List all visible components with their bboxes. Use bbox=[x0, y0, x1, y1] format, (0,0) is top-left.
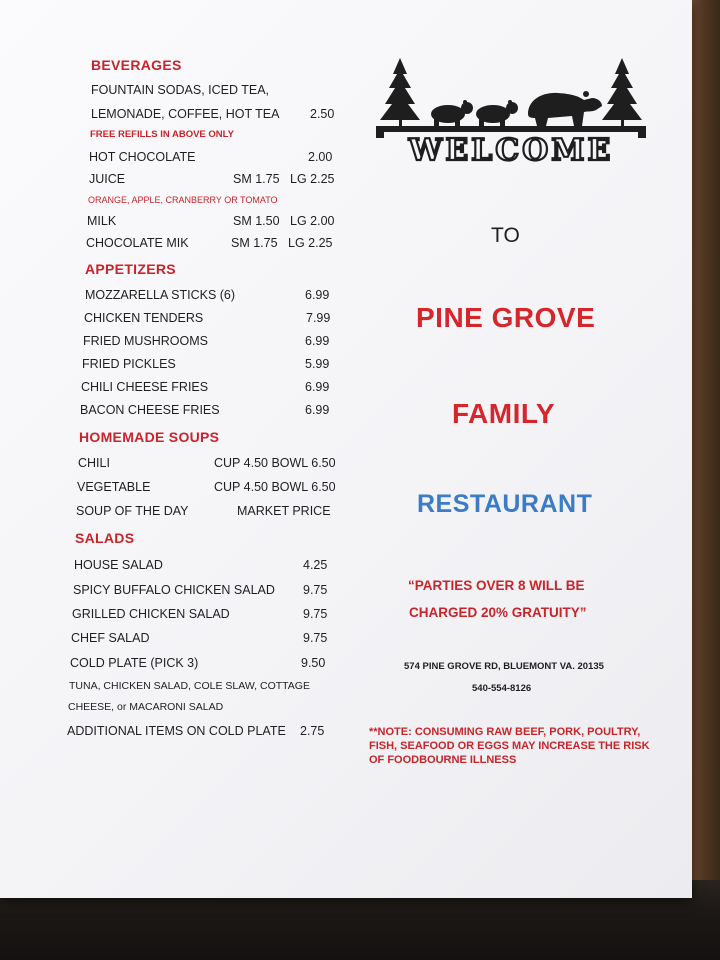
fountain-price: 2.50 bbox=[310, 107, 335, 121]
soups-heading: HOMEMADE SOUPS bbox=[79, 429, 220, 445]
beverages-heading: BEVERAGES bbox=[91, 57, 182, 73]
soup-price: CUP 4.50 BOWL 6.50 bbox=[214, 480, 336, 494]
appetizer-name: MOZZARELLA STICKS (6) bbox=[85, 288, 236, 302]
welcome-sign-text: WELCOME bbox=[408, 133, 614, 164]
juice-sm-price: SM 1.75 bbox=[233, 172, 280, 186]
cold-plate-options-line1: TUNA, CHICKEN SALAD, COLE SLAW, COTTAGE bbox=[69, 680, 310, 692]
salad-name: COLD PLATE (PICK 3) bbox=[70, 656, 199, 670]
restaurant-name-line3: RESTAURANT bbox=[417, 490, 593, 518]
appetizer-price: 6.99 bbox=[305, 334, 330, 348]
salad-name: SPICY BUFFALO CHICKEN SALAD bbox=[73, 583, 275, 597]
appetizer-name: BACON CHEESE FRIES bbox=[80, 403, 220, 417]
juice: JUICE bbox=[89, 172, 126, 186]
cold-plate-options-line2: CHEESE, or MACARONI SALAD bbox=[68, 701, 224, 713]
milk-lg-price: LG 2.00 bbox=[290, 214, 335, 228]
appetizer-price: 6.99 bbox=[305, 380, 330, 394]
restaurant-name-line1: PINE GROVE bbox=[416, 302, 596, 333]
chocolate-milk: CHOCOLATE MIK bbox=[86, 236, 189, 250]
pine-tree-icon bbox=[602, 58, 642, 129]
appetizer-price: 6.99 bbox=[305, 403, 330, 417]
salad-name: HOUSE SALAD bbox=[74, 558, 163, 572]
to-text: TO bbox=[491, 224, 520, 247]
salad-price: 4.25 bbox=[303, 558, 328, 572]
hot-chocolate-price: 2.00 bbox=[308, 150, 333, 164]
soup-name: CHILI bbox=[78, 456, 110, 470]
appetizer-name: FRIED MUSHROOMS bbox=[83, 334, 208, 348]
fountain-line1: FOUNTAIN SODAS, ICED TEA, bbox=[91, 83, 270, 97]
salad-name: CHEF SALAD bbox=[71, 631, 150, 645]
fountain-line2: LEMONADE, COFFEE, HOT TEA bbox=[91, 107, 280, 121]
soup-price: CUP 4.50 BOWL 6.50 bbox=[214, 456, 336, 470]
gratuity-line1: “PARTIES OVER 8 WILL BE bbox=[408, 578, 585, 593]
additional-items: ADDITIONAL ITEMS ON COLD PLATE bbox=[67, 724, 286, 738]
pine-tree-icon bbox=[380, 58, 420, 129]
appetizer-price: 5.99 bbox=[305, 357, 330, 371]
juice-lg-price: LG 2.25 bbox=[290, 172, 335, 186]
bear-cub-icon bbox=[476, 100, 518, 126]
phone: 540-554-8126 bbox=[472, 683, 532, 694]
refill-note: FREE REFILLS IN ABOVE ONLY bbox=[90, 129, 234, 140]
raw-food-warning: **NOTE: CONSUMING RAW BEEF, PORK, POULTRY, FISH, SEAFOOD OR EGGS MAY INCREASE THE RISK OF FOODBOURNE ILLNESS bbox=[369, 726, 650, 766]
salad-price: 9.75 bbox=[303, 583, 328, 597]
choc-milk-sm-price: SM 1.75 bbox=[231, 236, 278, 250]
address: 574 PINE GROVE RD, BLUEMONT VA. 20135 bbox=[404, 661, 604, 672]
milk: MILK bbox=[87, 214, 117, 228]
restaurant-name-line2: FAMILY bbox=[452, 398, 556, 429]
bear-icon bbox=[528, 91, 602, 126]
soup-name: VEGETABLE bbox=[77, 480, 151, 494]
welcome-sign-logo bbox=[372, 56, 650, 164]
appetizer-name: FRIED PICKLES bbox=[82, 357, 176, 371]
appetizers-heading: APPETIZERS bbox=[85, 261, 176, 277]
appetizer-name: CHILI CHEESE FRIES bbox=[81, 380, 209, 394]
appetizer-name: CHICKEN TENDERS bbox=[84, 311, 204, 325]
salads-heading: SALADS bbox=[75, 530, 135, 546]
hot-chocolate: HOT CHOCOLATE bbox=[89, 150, 196, 164]
juice-note: ORANGE, APPLE, CRANBERRY OR TOMATO bbox=[88, 195, 278, 205]
salad-price: 9.50 bbox=[301, 656, 326, 670]
appetizer-price: 6.99 bbox=[305, 288, 330, 302]
soup-price: MARKET PRICE bbox=[237, 504, 331, 518]
salad-price: 9.75 bbox=[303, 631, 328, 645]
gratuity-line2: CHARGED 20% GRATUITY” bbox=[409, 605, 587, 620]
choc-milk-lg-price: LG 2.25 bbox=[288, 236, 333, 250]
salad-name: GRILLED CHICKEN SALAD bbox=[72, 607, 230, 621]
soup-name: SOUP OF THE DAY bbox=[76, 504, 189, 518]
milk-sm-price: SM 1.50 bbox=[233, 214, 280, 228]
bear-cub-icon bbox=[431, 100, 473, 126]
appetizer-price: 7.99 bbox=[306, 311, 331, 325]
salad-price: 9.75 bbox=[303, 607, 328, 621]
wood-background bbox=[690, 0, 720, 880]
additional-items-price: 2.75 bbox=[300, 724, 325, 738]
